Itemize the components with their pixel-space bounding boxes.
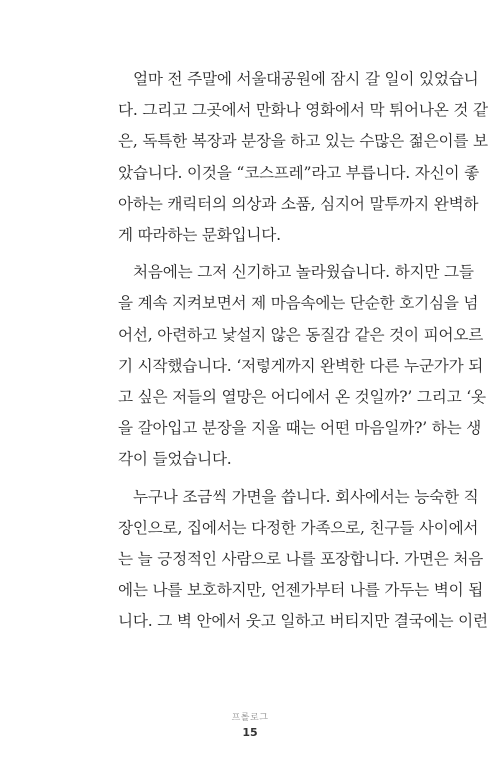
- text-line: 어선, 아련하고 낯설지 않은 동질감 같은 것이 피어오르: [118, 325, 484, 344]
- text-line: 처음에는 그저 신기하고 놀라웠습니다. 하지만 그들: [133, 263, 474, 282]
- text-line: 은, 독특한 복장과 분장을 하고 있는 수많은 젊은이를 보: [118, 132, 488, 151]
- text-line: 게 따라하는 문화입니다.: [118, 226, 281, 245]
- text-line: 을 갈아입고 분장을 지울 때는 어떤 마음일까?’ 하는 생: [118, 419, 482, 438]
- paragraph-2: [118, 257, 486, 475]
- text-line: 얼마 전 주말에 서울대공원에 잠시 갈 일이 있었습니: [133, 70, 479, 88]
- text-line: 누구나 조금씩 가면을 씁니다. 회사에서는 능숙한 직: [133, 487, 479, 506]
- text-line: 에는 나를 보호하지만, 언젠가부터 나를 가두는 벽이 됩: [118, 581, 484, 600]
- text-line: 기 시작했습니다. ‘저렇게까지 완벽한 다른 누군가가 되: [118, 356, 484, 375]
- text-line: 고 싶은 저들의 열망은 어디에서 온 것일까?’ 그리고 ‘옷: [118, 388, 486, 407]
- paragraph-1: [118, 64, 488, 251]
- text-line: 니다. 그 벽 안에서 웃고 일하고 버티지만 결국에는 이런: [118, 612, 488, 631]
- text-line: 는 늘 긍정적인 사람으로 나를 포장합니다. 가면은 처음: [118, 550, 484, 569]
- text-line: 각이 들었습니다.: [118, 450, 232, 469]
- running-title: 프롤로그: [231, 713, 269, 723]
- text-line: 을 계속 지켜보면서 제 마음속에는 단순한 호기심을 넘: [118, 294, 479, 313]
- text-line: 장인으로, 집에서는 다정한 가족으로, 친구들 사이에서: [118, 518, 479, 537]
- text-line: 아하는 캐릭터의 의상과 소품, 심지어 말투까지 완벽하: [118, 194, 479, 213]
- page-number: 15: [242, 726, 258, 739]
- body-text: [118, 64, 488, 644]
- text-line: 았습니다. 이것을 “코스프레”라고 부릅니다. 자신이 좋: [118, 163, 479, 182]
- paragraph-3: [118, 482, 488, 638]
- text-line: 다. 그리고 그곳에서 만화나 영화에서 막 튀어나온 것 같: [118, 101, 488, 120]
